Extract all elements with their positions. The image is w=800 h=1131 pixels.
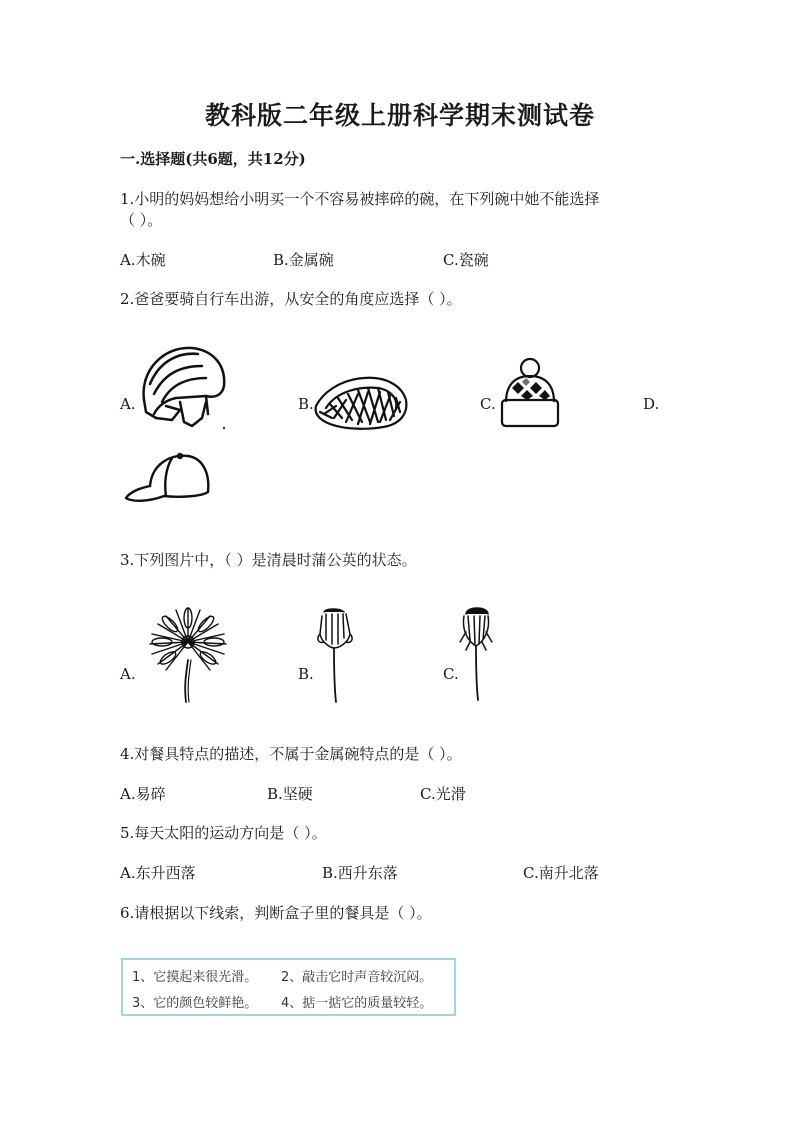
q4-option-c: C.光滑 xyxy=(420,785,466,803)
clue-1: 1、它摸起来很光滑。 xyxy=(132,970,258,985)
q2-option-a: A. xyxy=(120,395,136,413)
q3-option-c: C. xyxy=(443,665,459,683)
q4-option-a: A.易碎 xyxy=(120,785,166,803)
section-heading: 一.选择题(共6题，共12分) xyxy=(120,150,306,168)
question-6-text: 6.请根据以下线索，判断盒子里的餐具是（ ）。 xyxy=(120,904,432,922)
q5-option-a: A.东升西落 xyxy=(120,864,196,882)
knit-beanie-image xyxy=(496,356,564,430)
q2-option-d: D. xyxy=(643,395,660,413)
question-4-text: 4.对餐具特点的描述，不属于金属碗特点的是（ ）。 xyxy=(120,745,462,763)
q5-option-b: B.西升东落 xyxy=(322,864,398,882)
clue-2: 2、敲击它时声音较沉闷。 xyxy=(281,970,433,985)
q2-option-b: B. xyxy=(298,395,314,413)
q1-option-b: B.金属碗 xyxy=(273,251,334,269)
q3-option-a: A. xyxy=(120,665,136,683)
baseball-cap-image xyxy=(122,450,214,508)
half-closed-dandelion-image xyxy=(312,604,358,704)
q3-option-b: B. xyxy=(298,665,314,683)
open-dandelion-image xyxy=(140,604,236,704)
clue-3: 3、它的颜色较鲜艳。 xyxy=(132,996,258,1011)
clue-4: 4、掂一掂它的质量较轻。 xyxy=(281,996,433,1011)
question-5-text: 5.每天太阳的运动方向是（ ）。 xyxy=(120,824,327,842)
page-title: 教科版二年级上册科学期末测试卷 xyxy=(204,101,595,130)
q5-option-c: C.南升北落 xyxy=(523,864,599,882)
bike-helmet-image xyxy=(136,340,232,435)
clue-box xyxy=(121,958,456,1016)
straw-hat-image xyxy=(312,368,410,434)
question-1-text-cont: （ ）。 xyxy=(120,211,163,229)
closed-dandelion-image xyxy=(454,602,500,702)
question-3-text: 3.下列图片中，（ ）是清晨时蒲公英的状态。 xyxy=(120,551,417,569)
q2-option-c: C. xyxy=(480,395,496,413)
q4-option-b: B.坚硬 xyxy=(267,785,313,803)
q1-option-a: A.木碗 xyxy=(120,251,166,269)
q1-option-c: C.瓷碗 xyxy=(443,251,489,269)
question-1-text: 1.小明的妈妈想给小明买一个不容易被摔碎的碗，在下列碗中她不能选择 xyxy=(120,190,600,208)
question-2-text: 2.爸爸要骑自行车出游，从安全的角度应选择（ ）。 xyxy=(120,290,462,308)
